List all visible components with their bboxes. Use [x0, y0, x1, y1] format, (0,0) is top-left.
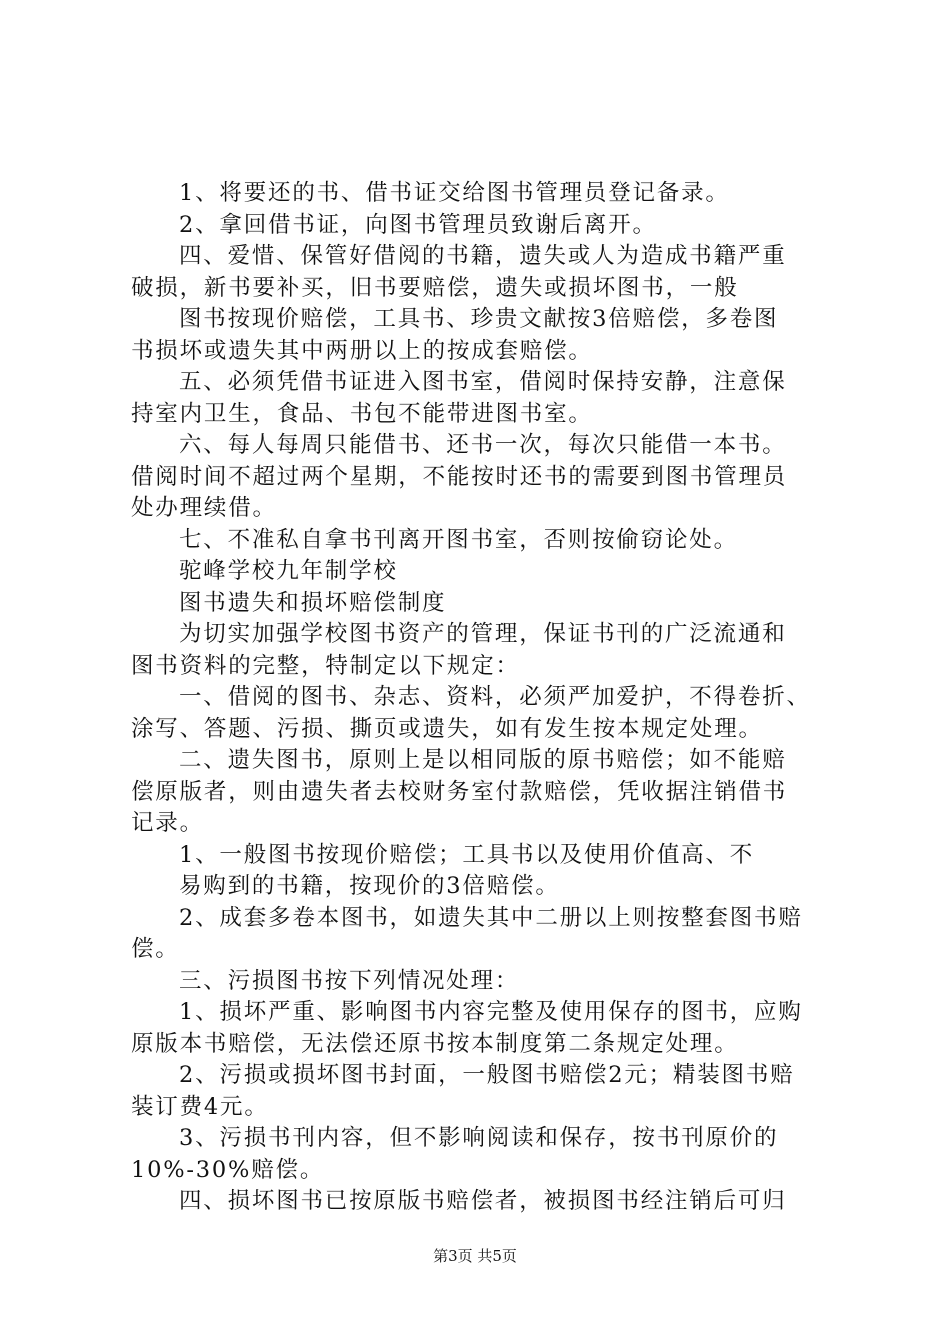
document-line: 七、不准私自拿书刊离开图书室，否则按偷窃论处。: [179, 526, 738, 553]
document-body: [131, 178, 831, 1218]
document-line: 四、损坏图书已按原版书赔偿者，被损图书经注销后可归: [179, 1188, 787, 1214]
document-line: 五、必须凭借书证进入图书室，借阅时保持安静，注意保: [179, 369, 787, 395]
document-line: 易购到的书籍，按现价的3倍赔偿。: [179, 873, 560, 899]
document-line: 处办理续借。: [131, 495, 277, 521]
document-line: 三、污损图书按下列情况处理：: [179, 967, 520, 994]
document-line: 借阅时间不超过两个星期，不能按时还书的需要到图书管理员: [131, 463, 788, 490]
document-line: 10%-30%赔偿。: [131, 1156, 325, 1183]
document-line: 2、拿回借书证，向图书管理员致谢后离开。: [179, 211, 657, 238]
document-line: 持室内卫生，食品、书包不能带进图书室。: [131, 400, 593, 427]
document-line: 偿。: [131, 936, 180, 962]
document-line: 涂写、答题、污损、撕页或遗失，如有发生按本规定处理。: [131, 715, 763, 742]
document-line: 1、将要还的书、借书证交给图书管理员登记备录。: [179, 180, 730, 206]
document-line: 驼峰学校九年制学校: [179, 558, 398, 584]
document-line: 破损，新书要补买，旧书要赔偿，遗失或损坏图书，一般: [131, 274, 739, 301]
document-line: 2、污损或损坏图书封面，一般图书赔偿2元；精装图书赔: [179, 1062, 795, 1088]
document-line: 四、爱惜、保管好借阅的书籍，遗失或人为造成书籍严重: [179, 243, 787, 269]
document-line: 2、成套多卷本图书，如遗失其中二册以上则按整套图书赔: [179, 904, 803, 931]
document-line: 书损坏或遗失其中两册以上的按成套赔偿。: [131, 337, 593, 364]
document-line: 偿原版者，则由遗失者去校财务室付款赔偿，凭收据注销借书: [131, 778, 788, 805]
document-line: 六、每人每周只能借书、还书一次，每次只能借一本书。: [179, 432, 787, 458]
page-footer: 第3页 共5页: [433, 1247, 517, 1265]
document-line: 图书按现价赔偿，工具书、珍贵文献按3倍赔偿，多卷图: [179, 306, 779, 332]
document-line: 1、损坏严重、影响图书内容完整及使用保存的图书，应购: [179, 999, 803, 1025]
document-line: 3、污损书刊内容，但不影响阅读和保存，按书刊原价的: [179, 1125, 779, 1151]
document-line: 1、一般图书按现价赔偿；工具书以及使用价值高、不: [179, 841, 755, 868]
document-line: 为切实加强学校图书资产的管理，保证书刊的广泛流通和: [179, 621, 787, 647]
document-line: 记录。: [131, 810, 204, 836]
document-line: 图书遗失和损坏赔偿制度: [179, 589, 447, 616]
document-line: 装订费4元。: [131, 1093, 269, 1120]
document-line: 一、借阅的图书、杂志、资料，必须严加爱护，不得卷折、: [179, 684, 811, 710]
document-line: 二、遗失图书，原则上是以相同版的原书赔偿；如不能赔: [179, 747, 787, 773]
document-line: 原版本书赔偿，无法偿还原书按本制度第二条规定处理。: [131, 1030, 739, 1057]
document-line: 图书资料的完整，特制定以下规定：: [131, 652, 520, 679]
